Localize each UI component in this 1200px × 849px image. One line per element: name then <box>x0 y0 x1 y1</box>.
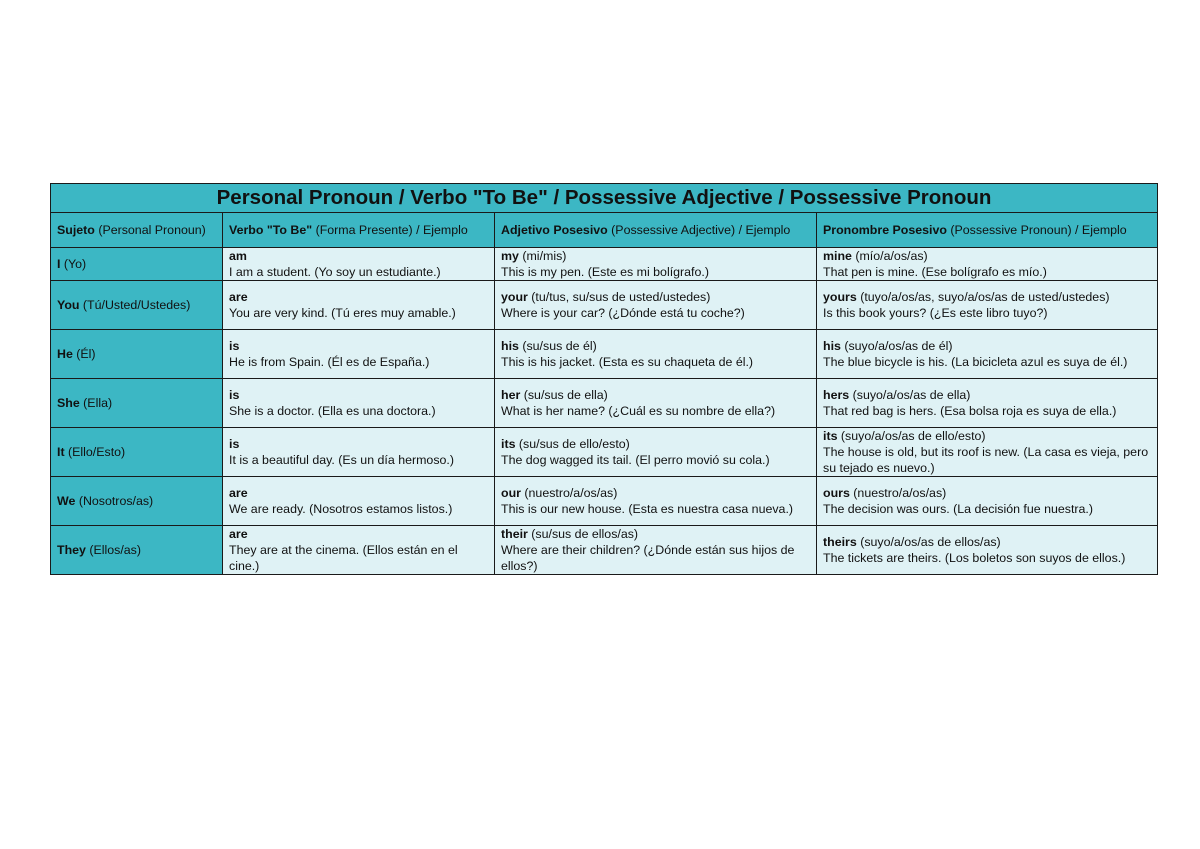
subject-cell <box>51 248 223 281</box>
verb-example: She is a doctor. (Ella es una doctora.) <box>229 404 436 418</box>
adjective-bold: your <box>501 290 528 304</box>
verb-cell <box>223 379 495 428</box>
header-bold: Verbo "To Be" <box>229 223 313 237</box>
subject-cell <box>51 281 223 330</box>
adjective-example: This is his jacket. (Esta es su chaqueta de él.) <box>501 355 754 369</box>
subject-bold: She <box>57 396 80 410</box>
pronoun-rest: (suyo/a/os/as de ellos/as) <box>856 535 1001 549</box>
verb-cell <box>223 330 495 379</box>
verb-example: We are ready. (Nosotros estamos listos.) <box>229 502 453 516</box>
pronoun-example: The decision was ours. (La decisión fue nuestra.) <box>823 502 1093 516</box>
subject-rest: (Yo) <box>60 257 87 271</box>
subject-cell <box>51 428 223 477</box>
verb-bold: are <box>229 290 248 304</box>
adjective-cell <box>495 428 817 477</box>
header-bold: Pronombre Posesivo <box>823 223 947 237</box>
table-row <box>51 379 1158 428</box>
adjective-bold: my <box>501 249 519 263</box>
pronoun-cell <box>817 526 1158 575</box>
table-row <box>51 477 1158 526</box>
adjective-example: Where are their children? (¿Dónde están sus hijos de ellos?) <box>501 543 795 573</box>
subject-bold: We <box>57 494 76 508</box>
verb-bold: are <box>229 486 248 500</box>
verb-bold: is <box>229 388 240 402</box>
pronoun-bold: its <box>823 429 838 443</box>
pronoun-example: That red bag is hers. (Esa bolsa roja es suya de ella.) <box>823 404 1117 418</box>
subject-bold: They <box>57 543 86 557</box>
subject-bold: It <box>57 445 65 459</box>
adjective-cell <box>495 330 817 379</box>
table-row <box>51 526 1158 575</box>
pronoun-example: Is this book yours? (¿Es este libro tuyo?) <box>823 306 1048 320</box>
adjective-bold: its <box>501 437 516 451</box>
pronoun-cell <box>817 281 1158 330</box>
header-rest: (Forma Presente) / Ejemplo <box>312 223 468 237</box>
verb-example: He is from Spain. (Él es de España.) <box>229 355 430 369</box>
adjective-cell <box>495 379 817 428</box>
adjective-cell <box>495 281 817 330</box>
verb-example: You are very kind. (Tú eres muy amable.) <box>229 306 456 320</box>
pronoun-bold: theirs <box>823 535 857 549</box>
adjective-rest: (nuestro/a/os/as) <box>520 486 618 500</box>
adjective-rest: (su/sus de ello/esto) <box>515 437 630 451</box>
verb-example: They are at the cinema. (Ellos están en el cine.) <box>229 543 458 573</box>
verb-bold: is <box>229 437 240 451</box>
subject-bold: I <box>57 257 61 271</box>
subject-cell <box>51 330 223 379</box>
adjective-bold: their <box>501 527 528 541</box>
pronoun-cell <box>817 379 1158 428</box>
subject-bold: You <box>57 298 80 312</box>
table-row <box>51 428 1158 477</box>
table-title: Personal Pronoun / Verbo "To Be" / Possessive Adjective / Possessive Pronoun <box>51 184 1158 213</box>
subject-cell <box>51 477 223 526</box>
header-rest: (Possessive Pronoun) / Ejemplo <box>946 223 1127 237</box>
pronoun-rest: (suyo/a/os/as de ella) <box>849 388 971 402</box>
adjective-example: This is our new house. (Esta es nuestra casa nueva.) <box>501 502 794 516</box>
header-pronoun <box>817 213 1158 248</box>
header-row <box>51 213 1158 248</box>
adjective-example: What is her name? (¿Cuál es su nombre de ella?) <box>501 404 776 418</box>
header-bold: Sujeto <box>57 223 95 237</box>
subject-rest: (Nosotros/as) <box>75 494 154 508</box>
adjective-rest: (su/sus de él) <box>518 339 597 353</box>
adjective-cell <box>495 526 817 575</box>
pronoun-rest: (mío/a/os/as) <box>851 249 928 263</box>
adjective-rest: (tu/tus, su/sus de usted/ustedes) <box>527 290 711 304</box>
pronoun-bold: his <box>823 339 841 353</box>
table-row <box>51 281 1158 330</box>
header-adjective <box>495 213 817 248</box>
adjective-bold: our <box>501 486 521 500</box>
header-verb <box>223 213 495 248</box>
verb-cell <box>223 477 495 526</box>
table-row <box>51 330 1158 379</box>
table-row <box>51 248 1158 281</box>
pronoun-rest: (suyo/a/os/as de ello/esto) <box>837 429 986 443</box>
pronoun-rest: (suyo/a/os/as de él) <box>840 339 953 353</box>
verb-example: It is a beautiful day. (Es un día hermoso.) <box>229 453 454 467</box>
pronoun-example: The house is old, but its roof is new. (La casa es vieja, pero su tejado es nuevo.) <box>823 445 1149 475</box>
pronoun-cell <box>817 248 1158 281</box>
verb-cell <box>223 526 495 575</box>
header-subject <box>51 213 223 248</box>
header-bold: Adjetivo Posesivo <box>501 223 608 237</box>
subject-bold: He <box>57 347 73 361</box>
pronoun-bold: yours <box>823 290 857 304</box>
pronoun-cell <box>817 428 1158 477</box>
adjective-bold: his <box>501 339 519 353</box>
verb-bold: am <box>229 249 247 263</box>
adjective-example: This is my pen. (Este es mi bolígrafo.) <box>501 265 709 279</box>
pronoun-cell <box>817 330 1158 379</box>
pronoun-cell <box>817 477 1158 526</box>
pronoun-rest: (tuyo/a/os/as, suyo/a/os/as de usted/ustedes) <box>856 290 1110 304</box>
verb-cell <box>223 248 495 281</box>
header-rest: (Possessive Adjective) / Ejemplo <box>607 223 791 237</box>
subject-rest: (Ella) <box>79 396 113 410</box>
subject-rest: (Ello/Esto) <box>64 445 126 459</box>
title-row <box>51 184 1158 213</box>
pronoun-bold: hers <box>823 388 850 402</box>
pronoun-table <box>50 183 1158 575</box>
adjective-bold: her <box>501 388 521 402</box>
subject-cell <box>51 526 223 575</box>
pronoun-bold: ours <box>823 486 850 500</box>
header-rest: (Personal Pronoun) <box>94 223 206 237</box>
subject-rest: (Tú/Usted/Ustedes) <box>79 298 191 312</box>
adjective-cell <box>495 477 817 526</box>
pronoun-example: That pen is mine. (Ese bolígrafo es mío.) <box>823 265 1047 279</box>
adjective-rest: (mi/mis) <box>518 249 567 263</box>
verb-bold: is <box>229 339 240 353</box>
pronoun-bold: mine <box>823 249 852 263</box>
pronoun-rest: (nuestro/a/os/as) <box>849 486 947 500</box>
subject-rest: (Ellos/as) <box>85 543 142 557</box>
subject-cell <box>51 379 223 428</box>
pronoun-example: The blue bicycle is his. (La bicicleta azul es suya de él.) <box>823 355 1128 369</box>
adjective-cell <box>495 248 817 281</box>
adjective-example: The dog wagged its tail. (El perro movió su cola.) <box>501 453 770 467</box>
verb-cell <box>223 281 495 330</box>
verb-example: I am a student. (Yo soy un estudiante.) <box>229 265 441 279</box>
adjective-example: Where is your car? (¿Dónde está tu coche?) <box>501 306 745 320</box>
adjective-rest: (su/sus de ellos/as) <box>527 527 639 541</box>
verb-cell <box>223 428 495 477</box>
adjective-rest: (su/sus de ella) <box>520 388 608 402</box>
subject-rest: (Él) <box>72 347 96 361</box>
pronoun-table-sheet <box>50 183 1157 575</box>
verb-bold: are <box>229 527 248 541</box>
pronoun-example: The tickets are theirs. (Los boletos son suyos de ellos.) <box>823 551 1126 565</box>
